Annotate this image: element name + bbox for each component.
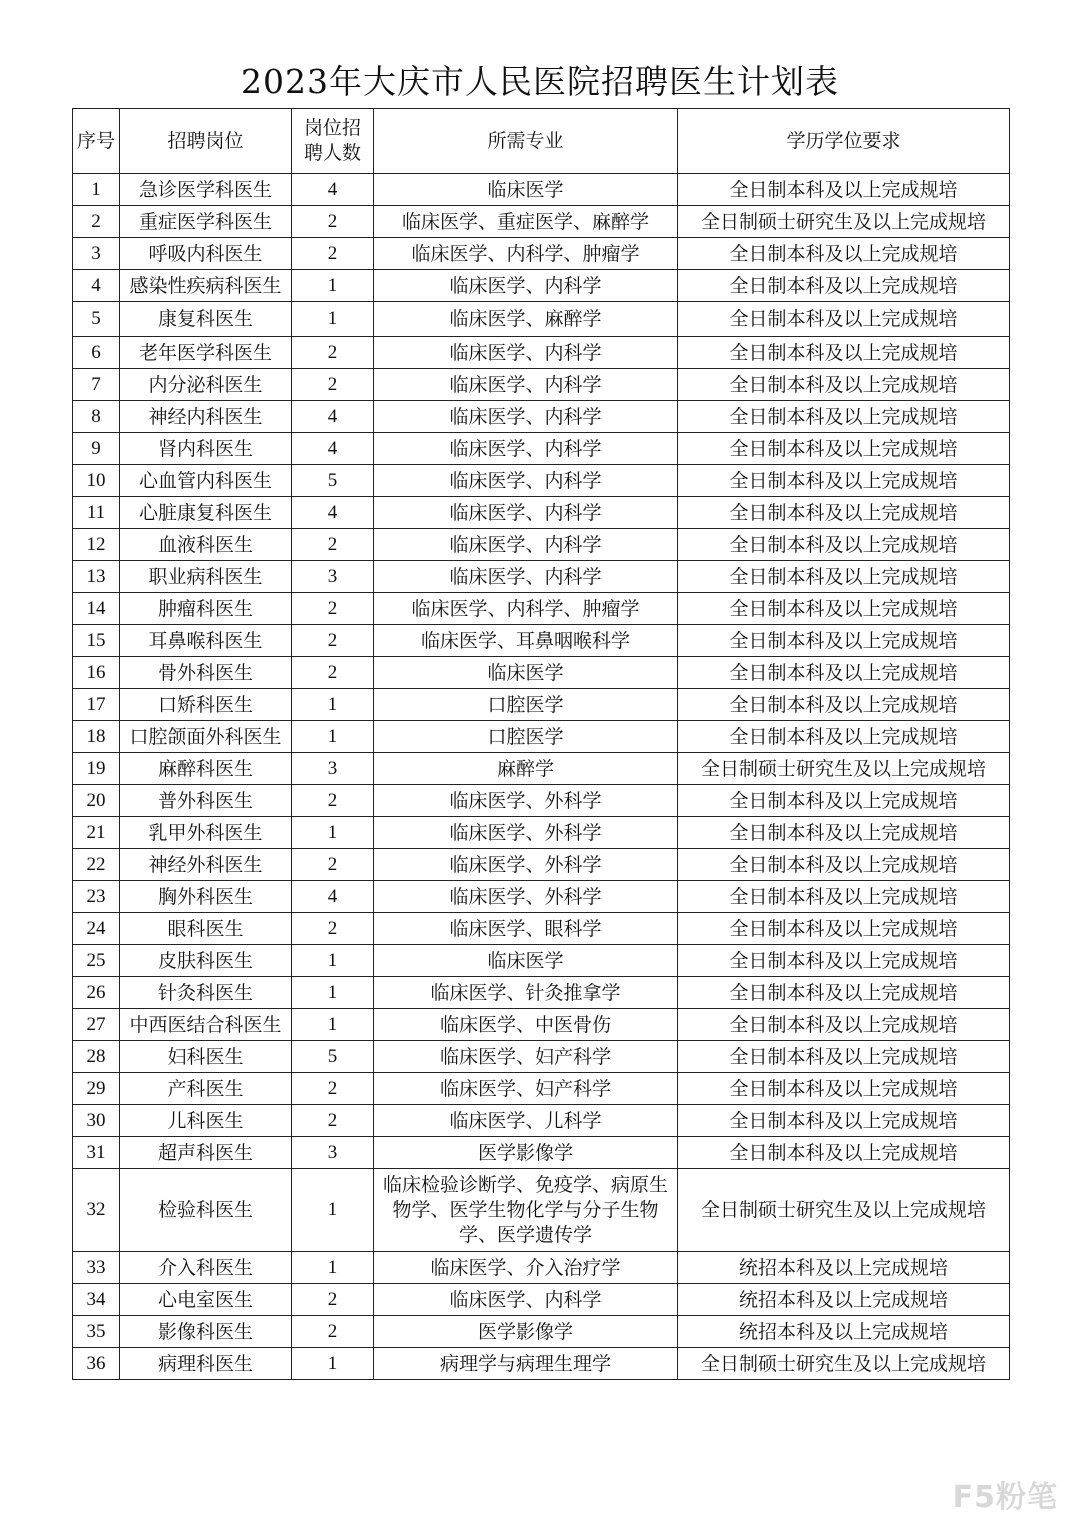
cell-post: 产科医生 <box>120 1073 292 1105</box>
cell-degree: 全日制本科及以上完成规培 <box>678 465 1010 497</box>
cell-post: 心血管内科医生 <box>120 465 292 497</box>
cell-major: 临床医学 <box>374 657 678 689</box>
header-count-line2: 聘人数 <box>303 142 361 164</box>
cell-degree: 全日制本科及以上完成规培 <box>678 302 1010 337</box>
table-row <box>73 689 1010 721</box>
cell-post: 康复科医生 <box>120 302 292 337</box>
cell-post: 职业病科医生 <box>120 561 292 593</box>
cell-major: 临床医学、儿科学 <box>374 1105 678 1137</box>
cell-count: 2 <box>292 1316 374 1348</box>
cell-degree: 全日制本科及以上完成规培 <box>678 561 1010 593</box>
cell-degree: 全日制本科及以上完成规培 <box>678 625 1010 657</box>
cell-no: 4 <box>73 270 120 302</box>
cell-degree: 全日制本科及以上完成规培 <box>678 593 1010 625</box>
cell-count: 1 <box>292 689 374 721</box>
cell-post: 针灸科医生 <box>120 977 292 1009</box>
cell-no: 9 <box>73 433 120 465</box>
header-count <box>292 109 374 174</box>
table-row <box>73 529 1010 561</box>
cell-count: 1 <box>292 1348 374 1380</box>
cell-degree: 全日制本科及以上完成规培 <box>678 1105 1010 1137</box>
page-title: 2023年大庆市人民医院招聘医生计划表 <box>241 62 839 101</box>
cell-major: 临床医学、外科学 <box>374 849 678 881</box>
cell-post: 重症医学科医生 <box>120 206 292 238</box>
cell-degree: 全日制硕士研究生及以上完成规培 <box>678 1348 1010 1380</box>
cell-degree: 全日制本科及以上完成规培 <box>678 689 1010 721</box>
cell-no: 8 <box>73 401 120 433</box>
cell-degree: 全日制硕士研究生及以上完成规培 <box>678 1169 1010 1252</box>
cell-count: 1 <box>292 1009 374 1041</box>
table-row <box>73 945 1010 977</box>
cell-count: 4 <box>292 174 374 206</box>
cell-major: 临床医学、外科学 <box>374 881 678 913</box>
cell-no: 14 <box>73 593 120 625</box>
cell-count: 2 <box>292 625 374 657</box>
table-row <box>73 881 1010 913</box>
cell-degree: 统招本科及以上完成规培 <box>678 1252 1010 1284</box>
cell-major: 临床检验诊断学、免疫学、病原生物学、医学生物化学与分子生物学、医学遗传学 <box>374 1169 678 1252</box>
cell-count: 1 <box>292 721 374 753</box>
table-row <box>73 1073 1010 1105</box>
table-row <box>73 1169 1010 1252</box>
cell-no: 34 <box>73 1284 120 1316</box>
table-row <box>73 593 1010 625</box>
cell-major: 医学影像学 <box>374 1316 678 1348</box>
cell-count: 3 <box>292 561 374 593</box>
cell-major: 临床医学、针灸推拿学 <box>374 977 678 1009</box>
cell-post: 肾内科医生 <box>120 433 292 465</box>
cell-post: 口矫科医生 <box>120 689 292 721</box>
cell-degree: 全日制本科及以上完成规培 <box>678 785 1010 817</box>
table-row <box>73 849 1010 881</box>
cell-degree: 全日制本科及以上完成规培 <box>678 657 1010 689</box>
cell-count: 2 <box>292 1105 374 1137</box>
header-major: 所需专业 <box>374 109 678 174</box>
cell-count: 1 <box>292 977 374 1009</box>
cell-degree: 全日制本科及以上完成规培 <box>678 945 1010 977</box>
cell-post: 乳甲外科医生 <box>120 817 292 849</box>
cell-major: 临床医学、内科学 <box>374 337 678 369</box>
cell-no: 21 <box>73 817 120 849</box>
header-no: 序号 <box>73 109 120 174</box>
cell-major: 医学影像学 <box>374 1137 678 1169</box>
cell-no: 18 <box>73 721 120 753</box>
watermark-logo: F5粉笔 <box>952 1480 1058 1515</box>
cell-degree: 全日制本科及以上完成规培 <box>678 401 1010 433</box>
cell-no: 19 <box>73 753 120 785</box>
cell-degree: 全日制本科及以上完成规培 <box>678 529 1010 561</box>
cell-count: 2 <box>292 369 374 401</box>
cell-major: 临床医学、外科学 <box>374 785 678 817</box>
cell-post: 眼科医生 <box>120 913 292 945</box>
cell-major: 临床医学、内科学 <box>374 433 678 465</box>
cell-degree: 统招本科及以上完成规培 <box>678 1284 1010 1316</box>
cell-no: 15 <box>73 625 120 657</box>
cell-post: 胸外科医生 <box>120 881 292 913</box>
table-row <box>73 401 1010 433</box>
cell-count: 3 <box>292 1137 374 1169</box>
table-row <box>73 174 1010 206</box>
table-header-row <box>73 109 1010 174</box>
cell-major: 临床医学、内科学、肿瘤学 <box>374 593 678 625</box>
cell-post: 儿科医生 <box>120 1105 292 1137</box>
cell-no: 22 <box>73 849 120 881</box>
table-body <box>73 174 1010 1380</box>
table-row <box>73 270 1010 302</box>
cell-major: 临床医学、内科学 <box>374 1284 678 1316</box>
cell-count: 1 <box>292 302 374 337</box>
cell-count: 1 <box>292 270 374 302</box>
cell-count: 1 <box>292 945 374 977</box>
cell-degree: 全日制本科及以上完成规培 <box>678 270 1010 302</box>
cell-count: 2 <box>292 849 374 881</box>
table-row <box>73 302 1010 337</box>
cell-degree: 全日制本科及以上完成规培 <box>678 1041 1010 1073</box>
cell-major: 临床医学、眼科学 <box>374 913 678 945</box>
table-row <box>73 721 1010 753</box>
cell-no: 35 <box>73 1316 120 1348</box>
cell-degree: 全日制本科及以上完成规培 <box>678 721 1010 753</box>
table-row <box>73 1252 1010 1284</box>
recruitment-table <box>72 108 1010 1380</box>
cell-count: 2 <box>292 238 374 270</box>
cell-major: 病理学与病理生理学 <box>374 1348 678 1380</box>
cell-major: 临床医学、麻醉学 <box>374 302 678 337</box>
cell-no: 33 <box>73 1252 120 1284</box>
cell-count: 4 <box>292 401 374 433</box>
cell-degree: 全日制本科及以上完成规培 <box>678 497 1010 529</box>
table-row <box>73 1009 1010 1041</box>
cell-no: 20 <box>73 785 120 817</box>
table-row <box>73 206 1010 238</box>
table-row <box>73 561 1010 593</box>
cell-degree: 全日制本科及以上完成规培 <box>678 238 1010 270</box>
cell-no: 27 <box>73 1009 120 1041</box>
cell-major: 临床医学、内科学 <box>374 497 678 529</box>
cell-major: 临床医学 <box>374 945 678 977</box>
cell-degree: 全日制本科及以上完成规培 <box>678 849 1010 881</box>
cell-post: 检验科医生 <box>120 1169 292 1252</box>
cell-degree: 全日制本科及以上完成规培 <box>678 369 1010 401</box>
table-row <box>73 817 1010 849</box>
cell-count: 2 <box>292 657 374 689</box>
table-row <box>73 1105 1010 1137</box>
cell-major: 临床医学、内科学 <box>374 529 678 561</box>
cell-no: 1 <box>73 174 120 206</box>
cell-major: 临床医学、内科学 <box>374 270 678 302</box>
cell-no: 11 <box>73 497 120 529</box>
table-row <box>73 1041 1010 1073</box>
cell-post: 皮肤科医生 <box>120 945 292 977</box>
cell-no: 30 <box>73 1105 120 1137</box>
cell-major: 临床医学、内科学 <box>374 465 678 497</box>
cell-post: 超声科医生 <box>120 1137 292 1169</box>
table-row <box>73 465 1010 497</box>
cell-major: 临床医学、妇产科学 <box>374 1073 678 1105</box>
table-row <box>73 657 1010 689</box>
cell-no: 24 <box>73 913 120 945</box>
cell-major: 临床医学、中医骨伤 <box>374 1009 678 1041</box>
cell-count: 5 <box>292 1041 374 1073</box>
cell-degree: 全日制本科及以上完成规培 <box>678 817 1010 849</box>
cell-no: 23 <box>73 881 120 913</box>
cell-no: 26 <box>73 977 120 1009</box>
table-row <box>73 337 1010 369</box>
table-row <box>73 497 1010 529</box>
cell-post: 普外科医生 <box>120 785 292 817</box>
table-row <box>73 1348 1010 1380</box>
cell-major: 临床医学、重症医学、麻醉学 <box>374 206 678 238</box>
cell-degree: 全日制本科及以上完成规培 <box>678 913 1010 945</box>
cell-major: 麻醉学 <box>374 753 678 785</box>
cell-no: 31 <box>73 1137 120 1169</box>
cell-degree: 全日制本科及以上完成规培 <box>678 174 1010 206</box>
cell-no: 16 <box>73 657 120 689</box>
cell-post: 口腔颌面外科医生 <box>120 721 292 753</box>
cell-count: 4 <box>292 881 374 913</box>
cell-no: 17 <box>73 689 120 721</box>
cell-post: 血液科医生 <box>120 529 292 561</box>
cell-degree: 全日制本科及以上完成规培 <box>678 1009 1010 1041</box>
cell-post: 中西医结合科医生 <box>120 1009 292 1041</box>
cell-count: 1 <box>292 817 374 849</box>
cell-count: 2 <box>292 1073 374 1105</box>
cell-major: 临床医学、内科学、肿瘤学 <box>374 238 678 270</box>
cell-degree: 全日制本科及以上完成规培 <box>678 1073 1010 1105</box>
cell-no: 2 <box>73 206 120 238</box>
cell-no: 10 <box>73 465 120 497</box>
cell-count: 4 <box>292 433 374 465</box>
cell-post: 神经外科医生 <box>120 849 292 881</box>
table-row <box>73 369 1010 401</box>
cell-no: 12 <box>73 529 120 561</box>
table-row <box>73 913 1010 945</box>
cell-degree: 全日制本科及以上完成规培 <box>678 433 1010 465</box>
cell-no: 7 <box>73 369 120 401</box>
table-row <box>73 1316 1010 1348</box>
table-row <box>73 238 1010 270</box>
header-count-line1: 岗位招 <box>303 117 361 139</box>
cell-post: 病理科医生 <box>120 1348 292 1380</box>
table-row <box>73 1137 1010 1169</box>
cell-post: 骨外科医生 <box>120 657 292 689</box>
cell-no: 29 <box>73 1073 120 1105</box>
table-row <box>73 1284 1010 1316</box>
header-post: 招聘岗位 <box>120 109 292 174</box>
cell-post: 影像科医生 <box>120 1316 292 1348</box>
cell-post: 心电室医生 <box>120 1284 292 1316</box>
cell-degree: 统招本科及以上完成规培 <box>678 1316 1010 1348</box>
cell-post: 老年医学科医生 <box>120 337 292 369</box>
cell-count: 2 <box>292 785 374 817</box>
cell-post: 妇科医生 <box>120 1041 292 1073</box>
cell-count: 2 <box>292 337 374 369</box>
cell-count: 3 <box>292 753 374 785</box>
cell-no: 28 <box>73 1041 120 1073</box>
table-row <box>73 753 1010 785</box>
cell-post: 肿瘤科医生 <box>120 593 292 625</box>
cell-no: 25 <box>73 945 120 977</box>
cell-degree: 全日制本科及以上完成规培 <box>678 337 1010 369</box>
cell-post: 耳鼻喉科医生 <box>120 625 292 657</box>
cell-count: 2 <box>292 913 374 945</box>
cell-major: 临床医学、介入治疗学 <box>374 1252 678 1284</box>
cell-post: 介入科医生 <box>120 1252 292 1284</box>
cell-no: 36 <box>73 1348 120 1380</box>
cell-degree: 全日制本科及以上完成规培 <box>678 977 1010 1009</box>
cell-major: 口腔医学 <box>374 689 678 721</box>
cell-no: 32 <box>73 1169 120 1252</box>
cell-post: 感染性疾病科医生 <box>120 270 292 302</box>
cell-post: 内分泌科医生 <box>120 369 292 401</box>
cell-major: 临床医学、内科学 <box>374 401 678 433</box>
cell-post: 呼吸内科医生 <box>120 238 292 270</box>
cell-post: 神经内科医生 <box>120 401 292 433</box>
cell-major: 临床医学、耳鼻咽喉科学 <box>374 625 678 657</box>
cell-count: 2 <box>292 206 374 238</box>
table-row <box>73 433 1010 465</box>
cell-major: 临床医学、妇产科学 <box>374 1041 678 1073</box>
header-degree: 学历学位要求 <box>678 109 1010 174</box>
cell-count: 2 <box>292 529 374 561</box>
cell-major: 临床医学 <box>374 174 678 206</box>
cell-degree: 全日制硕士研究生及以上完成规培 <box>678 753 1010 785</box>
cell-no: 3 <box>73 238 120 270</box>
cell-count: 1 <box>292 1252 374 1284</box>
cell-post: 心脏康复科医生 <box>120 497 292 529</box>
cell-count: 5 <box>292 465 374 497</box>
cell-major: 临床医学、外科学 <box>374 817 678 849</box>
cell-post: 急诊医学科医生 <box>120 174 292 206</box>
cell-degree: 全日制本科及以上完成规培 <box>678 1137 1010 1169</box>
cell-major: 临床医学、内科学 <box>374 369 678 401</box>
table-row <box>73 625 1010 657</box>
table-row <box>73 977 1010 1009</box>
cell-count: 4 <box>292 497 374 529</box>
cell-major: 口腔医学 <box>374 721 678 753</box>
cell-no: 6 <box>73 337 120 369</box>
cell-degree: 全日制硕士研究生及以上完成规培 <box>678 206 1010 238</box>
cell-post: 麻醉科医生 <box>120 753 292 785</box>
cell-major: 临床医学、内科学 <box>374 561 678 593</box>
cell-degree: 全日制本科及以上完成规培 <box>678 881 1010 913</box>
cell-count: 2 <box>292 1284 374 1316</box>
cell-no: 5 <box>73 302 120 337</box>
cell-count: 2 <box>292 593 374 625</box>
cell-count: 1 <box>292 1169 374 1252</box>
table-row <box>73 785 1010 817</box>
cell-no: 13 <box>73 561 120 593</box>
